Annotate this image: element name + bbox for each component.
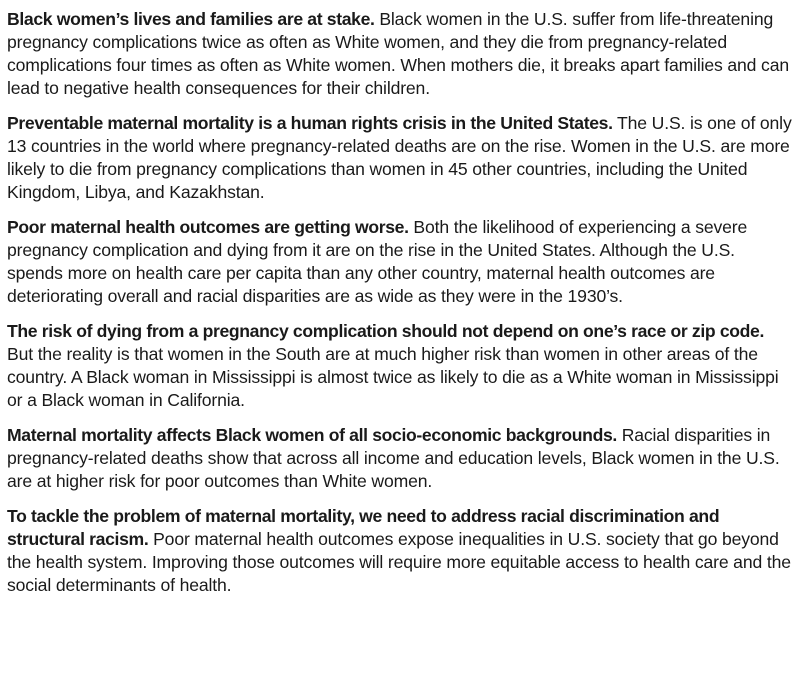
paragraph-race-zip-code	[7, 320, 793, 412]
paragraph-text: But the reality is that women in the South are at much higher risk than women in other areas of the country. A Black woman in Mississippi is almost twice as likely to die as a White woman in Mississippi or a Black woman in California.	[7, 344, 779, 410]
paragraph-text: Both the likelihood of experiencing a severe pregnancy complication and dying from it are on the rise in the United States. Although the U.S. spends more on health care per capita than any other country, maternal health outcomes are deteriorating overall and racial disparities are as wide as they were in the 1930’s.	[7, 217, 748, 306]
paragraph-lead: To tackle the problem of maternal mortality, we need to address racial discrimination and structural racism.	[7, 506, 720, 549]
paragraph-text: Racial disparities in pregnancy-related deaths show that across all income and education levels, Black women in the U.S. are at higher risk for poor outcomes than White women.	[7, 425, 780, 491]
paragraph-lead: Black women’s lives and families are at stake.	[7, 9, 375, 29]
paragraph-getting-worse	[7, 216, 793, 308]
paragraph-lead: Maternal mortality affects Black women of all socio-economic backgrounds.	[7, 425, 617, 445]
paragraph-lead: The risk of dying from a pregnancy complication should not depend on one’s race or zip code.	[7, 321, 765, 341]
paragraph-human-rights	[7, 112, 793, 204]
paragraph-socio-economic	[7, 424, 793, 493]
document-body	[7, 8, 793, 609]
paragraph-lead: Preventable maternal mortality is a human rights crisis in the United States.	[7, 113, 613, 133]
paragraph-text: The U.S. is one of only 13 countries in the world where pregnancy-related deaths are on the rise. Women in the U.S. are more likely to die from pregnancy complications than women in 45 other countries, including the United Kingdom, Libya, and Kazakhstan.	[7, 113, 792, 202]
paragraph-text: Poor maternal health outcomes expose inequalities in U.S. society that go beyond the health system. Improving those outcomes will require more equitable access to health care and the social determinants of health.	[7, 529, 791, 595]
paragraph-text: Black women in the U.S. suffer from life-threatening pregnancy complications twice as often as White women, and they die from pregnancy-related complications four times as often as White women. When mothers die, it breaks apart families and can lead to negative health consequences for their children.	[7, 9, 789, 98]
paragraph-lead: Poor maternal health outcomes are getting worse.	[7, 217, 409, 237]
paragraph-structural-racism	[7, 505, 793, 597]
paragraph-stakes	[7, 8, 793, 100]
